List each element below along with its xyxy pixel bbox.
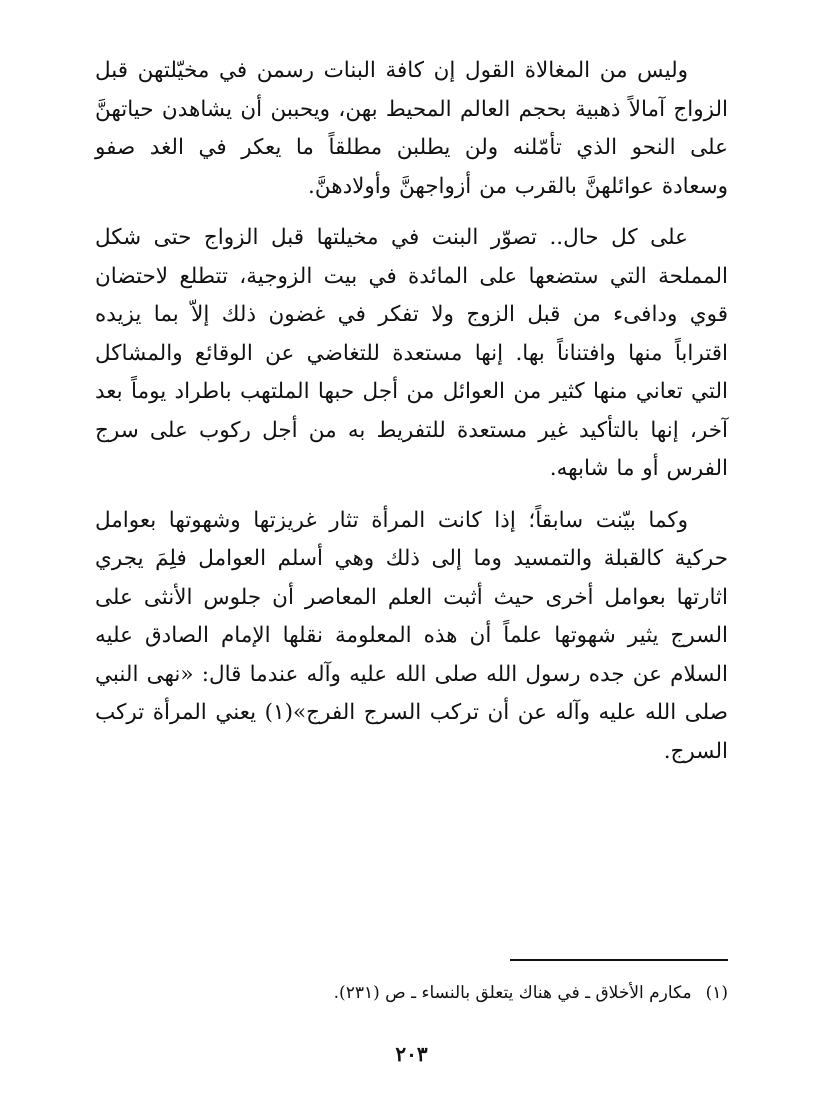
footnote-text: مكارم الأخلاق ـ في هناك يتعلق بالنساء ـ ص (٢٣١). xyxy=(333,983,692,1003)
footnote xyxy=(95,980,728,1006)
paragraph-2: على كل حال.. تصوّر البنت في مخيلتها قبل الزواج حتى شكل المملحة التي ستضعها على المائدة في بيت الزوجية، تتطلع لاحتضان قوي ودافىء من قبل الزوج ولا تفكر في غضون ذلك إلاّ بما يزيده اقتراباً منها وافتناناً بها. إنها مستعدة للتغاضي عن الوقائع والمشاكل التي تعاني منها كثير من العوائل من أجل حبها الملتهب باطراد يوماً بعد آخر، إنها بالتأكيد غير مستعدة للتفريط به من أجل ركوب على سرج الفرس أو ما شابهه. xyxy=(95,225,728,481)
page-number: ٢٠٣ xyxy=(395,1042,428,1066)
footnote-marker: (١) xyxy=(705,983,728,1003)
footnote-divider xyxy=(510,959,728,961)
paragraph-3: وكما بيّنت سابقاً؛ إذا كانت المرأة تثار غريزتها وشهوتها بعوامل حركية كالقبلة والتمسيد وما إلى ذلك وهي أسلم العوامل فلِمَ يجري اثارتها بعوامل أخرى حيث أثبت العلم المعاصر أن جلوس الأنثى على السرج يثير شهوتها علماً أن هذه المعلومة نقلها الإمام الصادق عليه السلام عن جده رسول الله صلى الله عليه وآله عندما قال: «نهى النبي صلى الله عليه وآله عن أن تركب السرج الفرج»(١) يعني المرأة تركب السرج. xyxy=(95,507,729,764)
main-text xyxy=(95,52,728,784)
paragraph-1: وليس من المغالاة القول إن كافة البنات رسمن في مخيّلتهن قبل الزواج آمالاً ذهبية بحجم العالم المحيط بهن، ويحببن أن يشاهدن حياتهنَّ على النحو الذي تأمّلنه ولن يطلبن مطلقاً ما يعكر في الغد صفو وسعادة عوائلهنَّ بالقرب من أزواجهنَّ وأولادهنَّ. xyxy=(95,58,728,199)
